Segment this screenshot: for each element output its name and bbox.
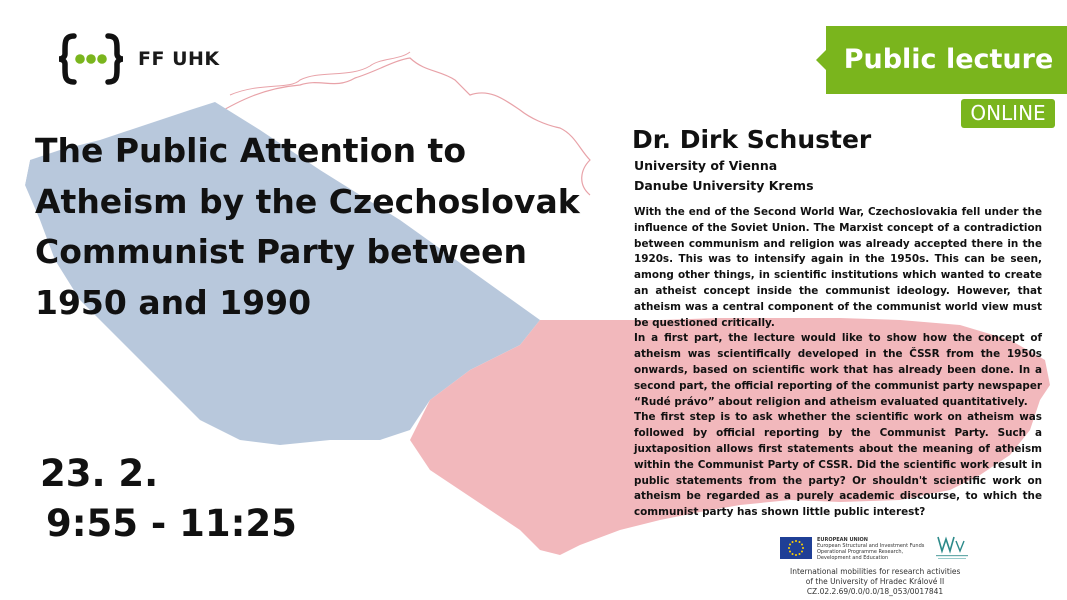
title-line: Atheism by the Czechoslovak	[35, 181, 580, 221]
speaker-affiliation: Danube University Krems	[634, 178, 814, 193]
funding-statement	[790, 567, 960, 597]
public-lecture-label: Public lecture	[843, 44, 1054, 75]
eu-funding-text	[817, 537, 924, 561]
abstract-paragraph: The first step is to ask whether the scientific work on atheism was followed by official reporting by the Communist Party. Such a juxtaposition allows first statements about the meaning of atheism within the Communist Party of CSSR. Did the scientific work result in public statements from the party? Or shouldn't scientific work on atheism be regarded as a purely academic discourse, to which the communist party has shown little public interest?	[634, 411, 1042, 519]
funding-line: International mobilities for research activities	[790, 567, 961, 576]
map-border-line-top	[230, 52, 410, 95]
funding-line: CZ.02.2.69/0.0/0.0/18_053/0017841	[806, 587, 944, 596]
eu-text-line: European Structural and Investment Funds	[817, 543, 925, 549]
braces-dots-icon	[58, 32, 124, 86]
eu-text-line: Development and Education	[817, 555, 889, 561]
event-time: 9:55 - 11:25	[46, 502, 297, 545]
faculty-logo	[58, 32, 220, 86]
abstract-paragraph: With the end of the Second World War, Czechoslovakia fell under the influence of the Soviet Union. The Marxist concept of a contradiction between communism and religion was already accepted there in the 1920s. This was to intensify again in the 1950s. This can be seen, among other things, in scientific institutions which wanted to create an atheist concept inside the communist ideology. However, that atheism was a central component of the communist world view must be questioned critically.	[634, 206, 1042, 329]
title-line: The Public Attention to	[35, 131, 466, 170]
speaker-affiliation: University of Vienna	[634, 158, 778, 173]
eu-text-line: Operational Programme Research,	[817, 549, 904, 555]
logo-text: FF UHK	[138, 48, 220, 70]
event-date: 23. 2.	[40, 452, 159, 495]
abstract-paragraph: In a first part, the lecture would like to show how the concept of atheism was scientifically developed in the ČSSR from the 1950s onwards, based on scientific work that has already been done. In a second part, the official reporting of the communist party newspaper “Rudé právo” about religion and atheism evaluated quantitatively.	[634, 332, 1042, 408]
funding-line: of the University of Hradec Králové II	[805, 577, 945, 586]
speaker-name: Dr. Dirk Schuster	[632, 125, 872, 154]
title-line: Communist Party between	[35, 232, 528, 271]
eu-text-line: EUROPEAN UNION	[817, 537, 868, 543]
ministry-education-logo	[928, 533, 976, 563]
eu-flag-icon	[780, 537, 812, 559]
title-line: 1950 and 1990	[35, 282, 312, 322]
online-badge: ONLINE	[961, 99, 1055, 128]
lecture-abstract	[634, 205, 1042, 521]
lecture-title	[35, 126, 595, 328]
